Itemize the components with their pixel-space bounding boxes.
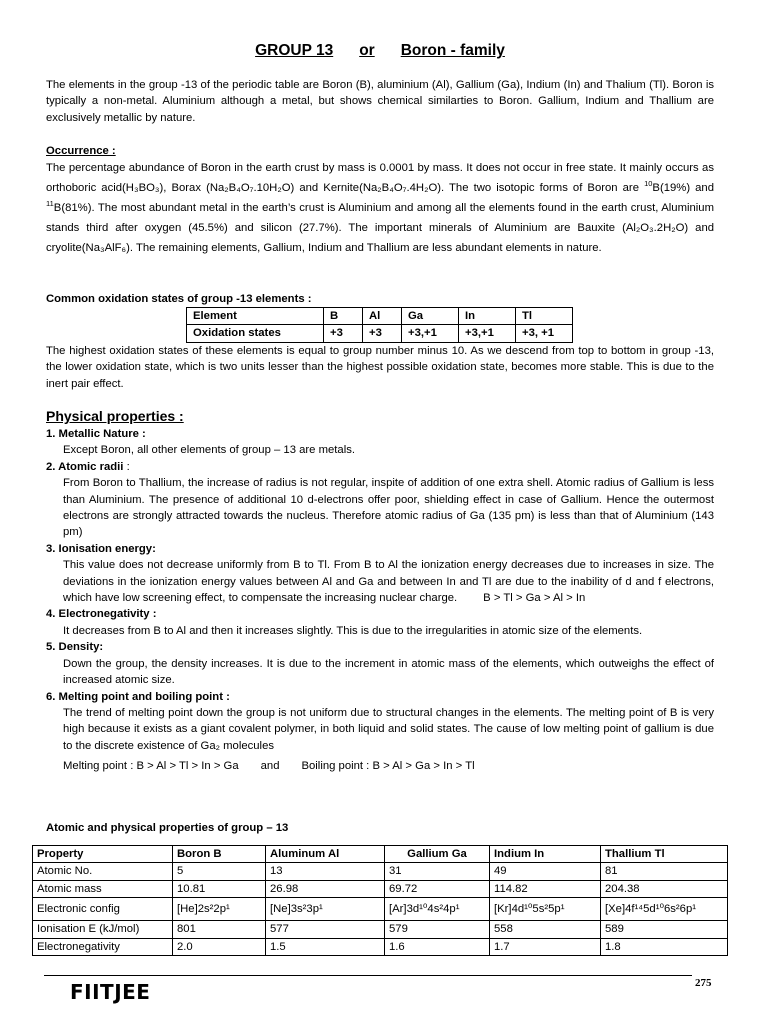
atomic-radii-heading: 2. Atomic radii : [46,460,130,473]
table-row: Atomic mass 10.81 26.98 69.72 114.82 204.38 [33,880,728,897]
occurrence-section [46,143,714,258]
metallic-nature-text: Except Boron, all other elements of group – 13 are metals. [63,444,355,457]
table-row: Element B Al Ga In Tl [187,308,573,325]
oxidation-explanation: The highest oxidation states of these elements is equal to group number minus 10. As we descend from top to bottom in group -13, the lower oxidation state, which is two units lesser than the highest possible oxidation state, becomes more stable. This is due to the inert pair effect. [46,345,714,390]
table-row: Property Boron B Aluminum Al Gallium Ga Indium In Thallium Tl [33,846,728,863]
title-family: Boron - family [400,42,505,59]
formula-orthoboric-acid: (H₃BO₃) [122,182,164,195]
fiitjee-logo: FIITJEE [70,980,151,1004]
density-text: Down the group, the density increases. It is due to the increment in atomic mass of the elements, which outweighs the effect of increased atomic size. [63,657,714,687]
electronegativity-text: It decreases from B to Al and then it increases slightly. This is due to the irregularities in atomic size of the elements. [63,624,643,637]
atomic-radii-text: From Boron to Thallium, the increase of radius is not regular, inspite of addition of one extra shell. Atomic radius of Gallium is less than Aluminium. The presence of additional 10 d-electrons offer poor, shielding effect in case of Gallium. Hence the outermost electrons are strongly attracted towards the nucleus. Therefore atomic radius of Ga (135 pm) is less than that of Aluminium (143 pm) [63,477,714,539]
page-number: 275 [695,977,712,989]
ionisation-heading: 3. Ionisation energy: [46,542,156,555]
table-row: Oxidation states +3 +3 +3,+1 +3,+1 +3, +1 [187,325,573,342]
electronegativity-heading: 4. Electronegativity : [46,608,157,621]
occurrence-text: The percentage abundance of Boron in the earth crust by mass is 0.0001 by mass. It does not occur in free state. It mainly occurs as orthoboric acid(H₃BO₃), Borax (Na₂B₄O₇.10H₂O) and Kernite(Na₂B₄O₇.4H₂O). The two isotopic forms of Boron are $^{10}$B(19%) and $^{11}$B(81%). The most abundant metal in the earth’s crust is Aluminium and among all the elements found in the earth crust, Aluminium stands third after oxygen (45.5%) and silicon (27.7%). The important minerals of Aluminium are Bauxite (Al₂O₃.2H₂O) and cryolite(Na₃AlF₆). The remaining elements, Gallium, Indium and Thallium are less abundant elements in nature. [46,162,715,254]
formula-borax: (Na₂B₄O₇.10H₂O) [206,182,295,195]
title-group: GROUP 13 [255,42,334,59]
metallic-nature-heading: 1. Metallic Nature : [46,428,146,440]
melting-boiling-order: Melting point : B > Al > Tl > In > Ga and Boiling point : B > Al > Ga > In > Tl [63,760,475,773]
footer-divider [44,975,692,976]
density-heading: 5. Density: [46,641,104,654]
atomic-properties-table [32,845,728,956]
physical-heading: Physical properties : [46,408,184,424]
physical-properties-section [46,406,714,775]
melting-boiling-text: The trend of melting point down the group is not uniform due to structural changes in the elements. The melting point of B is very high because it exists as a giant covalent polymer, in both liquid and solid states. The cause of low melting point of gallium is due to the discrete existence of Ga₂ molecules [63,706,714,752]
props-table-heading: Atomic and physical properties of group – 13 [46,822,289,834]
table-row: Atomic No. 5 13 31 49 81 [33,863,728,880]
table-row: Ionisation E (kJ/mol) 801 577 579 558 589 [33,921,728,938]
formula-cryolite: (Na₃AlF₆) [81,241,130,254]
oxidation-table [186,307,573,343]
ionisation-text: This value does not decrease uniformly from B to Tl. From B to Al the ionization energy decreases due to increases in size. The deviations in the ionization energy values between Al and Ga and between In and Tl are due to the inability of d and f electrons, which have low screening effect, to compensate the increasing nuclear charge. B > Tl > Ga > Al > In [63,559,714,605]
melting-boiling-heading: 6. Melting point and boiling point : [46,690,230,703]
title-or: or [359,42,375,59]
formula-kernite: (Na₂B₄O₇.4H₂O) [359,182,442,195]
intro-text: The elements in the group -13 of the periodic table are Boron (B), aluminium (Al), Gallium (Ga), Indium (In) and Thalium (Tl). Boron is typically a non-metal. Aluminium although a metal, but shows chemical similarties to Boron. Gallium, Indium and Thallium are exclusively metallic by nature. [46,79,714,124]
occurrence-heading: Occurrence : [46,145,116,157]
formula-bauxite: (Al₂O₃.2H₂O) [622,221,689,234]
table-row: Electronegativity 2.0 1.5 1.6 1.7 1.8 [33,938,728,955]
intro-paragraph [46,77,714,126]
table-row: Electronic config [He]2s²2p¹ [Ne]3s²3p¹ [Ar]3d¹⁰4s²4p¹ [Kr]4d¹⁰5s²5p¹ [Xe]4f¹⁴5d¹⁰6s²6p¹ [33,898,728,921]
page-title [46,43,714,59]
oxidation-heading: Common oxidation states of group -13 elements : [46,293,312,305]
